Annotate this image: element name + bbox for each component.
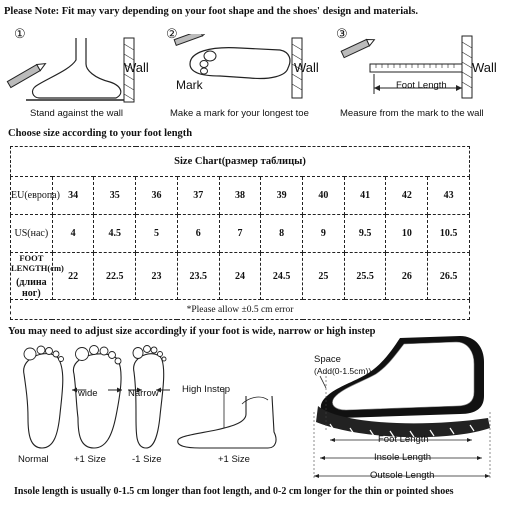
foot-cell: 26 xyxy=(386,253,428,300)
wide-label: wide xyxy=(78,388,98,399)
high-instep-label: High Instep xyxy=(182,384,231,395)
us-cell: 5 xyxy=(136,215,178,253)
us-cell: 10 xyxy=(386,215,428,253)
normal-label: Normal xyxy=(18,454,49,465)
foot-length-label-ru: (длина ног) xyxy=(16,277,47,299)
eu-cell: 42 xyxy=(386,177,428,215)
insole-note: Insole length is usually 0-1.5 cm longer than foot length, and 0-2 cm longer for the thin or pointed shoes xyxy=(14,486,454,497)
foot-cell: 24 xyxy=(219,253,261,300)
us-cell: 9 xyxy=(303,215,345,253)
eu-cell: 38 xyxy=(219,177,261,215)
eu-row xyxy=(11,177,470,215)
narrow-size-label: -1 Size xyxy=(132,454,162,465)
choose-size-heading: Choose size according to your foot length xyxy=(8,128,193,139)
eu-cell: 35 xyxy=(94,177,136,215)
size-chart-title: Size Chart(размер таблицы) xyxy=(11,147,470,177)
eu-cell: 37 xyxy=(177,177,219,215)
step-3-caption: Measure from the mark to the wall xyxy=(340,108,484,119)
foot-cell: 22.5 xyxy=(94,253,136,300)
eu-cell: 41 xyxy=(344,177,386,215)
us-cell: 10.5 xyxy=(428,215,470,253)
foot-cell: 22 xyxy=(52,253,94,300)
foot-cell: 25.5 xyxy=(344,253,386,300)
us-cell: 9.5 xyxy=(344,215,386,253)
narrow-label: Narrow xyxy=(128,388,159,399)
eu-label: EU(европа) xyxy=(11,177,53,215)
step-2-mark-label: Mark xyxy=(176,78,203,92)
us-row xyxy=(11,215,470,253)
wide-size-label: +1 Size xyxy=(74,454,106,465)
us-cell: 6 xyxy=(177,215,219,253)
foot-cell: 23.5 xyxy=(177,253,219,300)
foot-length-row xyxy=(11,253,470,300)
foot-cell: 26.5 xyxy=(428,253,470,300)
foot-length-label xyxy=(11,253,64,300)
size-chart-table xyxy=(10,146,470,320)
eu-cell: 39 xyxy=(261,177,303,215)
foot-cell: 23 xyxy=(136,253,178,300)
foot-length-label-en: FOOT LENGTH(cm) xyxy=(11,253,64,273)
step-2-wall-label: Wall xyxy=(294,60,319,75)
eu-cell: 34 xyxy=(52,177,94,215)
high-instep-size-label: +1 Size xyxy=(218,454,250,465)
step-1-caption: Stand against the wall xyxy=(30,108,123,119)
step-2-number: ② xyxy=(166,26,178,41)
eu-cell: 36 xyxy=(136,177,178,215)
step-1-number: ① xyxy=(14,26,26,41)
us-cell: 7 xyxy=(219,215,261,253)
foot-cell: 24.5 xyxy=(261,253,303,300)
us-cell: 4.5 xyxy=(94,215,136,253)
space-label: Space xyxy=(314,354,341,365)
outsole-length-label: Outsole Length xyxy=(370,470,435,481)
size-chart-footer: *Please allow ±0.5 cm error xyxy=(11,300,470,320)
adjust-size-heading: You may need to adjust size accordingly if your foot is wide, narrow or high instep xyxy=(8,326,376,337)
step-2-caption: Make a mark for your longest toe xyxy=(170,108,309,119)
us-cell: 4 xyxy=(52,215,94,253)
step-1-wall-label: Wall xyxy=(124,60,149,75)
us-cell: 8 xyxy=(261,215,303,253)
eu-cell: 40 xyxy=(303,177,345,215)
step-3-number: ③ xyxy=(336,26,348,41)
space-range-label: (Add(0-1.5cm)) xyxy=(314,366,372,376)
fit-note: Please Note: Fit may vary depending on your foot shape and the shoes' design and materials. xyxy=(4,6,418,17)
us-label: US(нас) xyxy=(11,215,53,253)
foot-cell: 25 xyxy=(303,253,345,300)
step-3-foot-length-label: Foot Length xyxy=(396,80,447,91)
eu-cell: 43 xyxy=(428,177,470,215)
insole-length-label: Insole Length xyxy=(374,452,432,463)
step-3-wall-label: Wall xyxy=(472,60,497,75)
shoe-foot-length-label: Foot Length xyxy=(378,434,429,445)
